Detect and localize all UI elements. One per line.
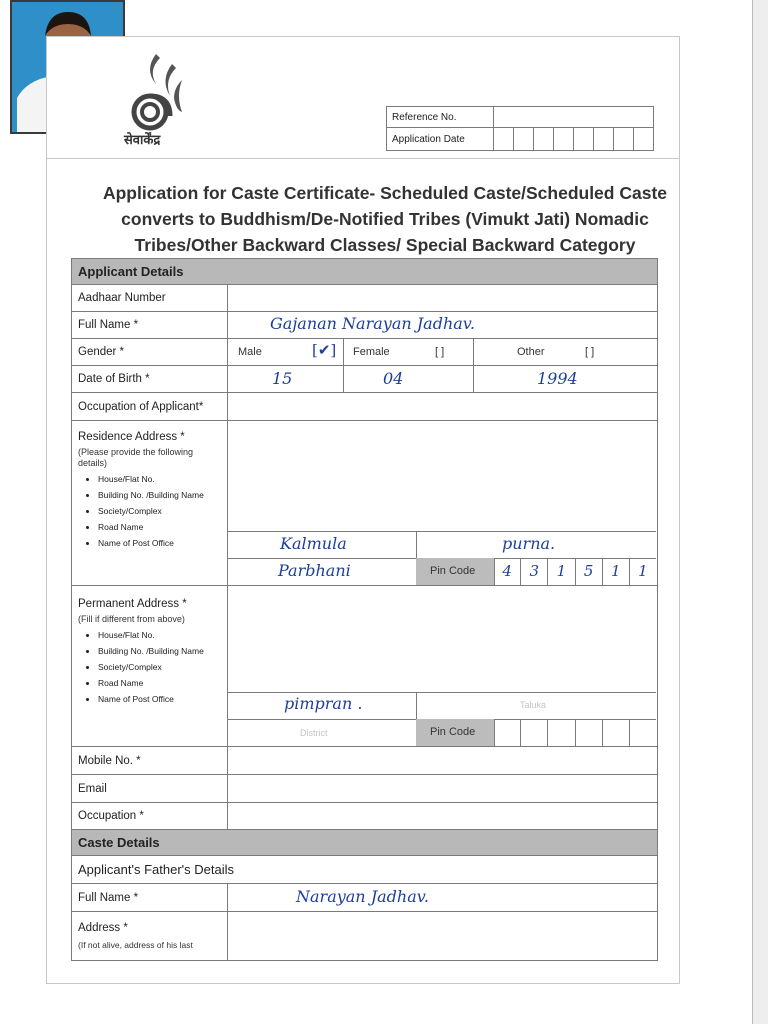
permanent-address-items xyxy=(78,627,221,707)
father-name-value: Narayan Jadhav. xyxy=(296,887,429,906)
email-label: Email xyxy=(72,775,228,802)
residence-pin-digit xyxy=(630,558,656,585)
residence-item-building: • Building No. /Building Name xyxy=(98,487,221,503)
residence-line1-left-value: Kalmula xyxy=(280,534,347,553)
row-father-name xyxy=(72,884,657,912)
permanent-address-blank-area[interactable] xyxy=(228,586,656,693)
permanent-pin-field[interactable] xyxy=(494,719,656,746)
residence-address-blank-area[interactable] xyxy=(228,421,656,532)
other-checkbox[interactable]: [ ] xyxy=(585,346,595,358)
permanent-line1-right[interactable] xyxy=(416,692,656,720)
male-label: Male xyxy=(238,346,262,358)
application-date-cells xyxy=(494,128,653,150)
row-email xyxy=(72,775,657,803)
email-field[interactable] xyxy=(228,775,657,802)
row-permanent-address xyxy=(72,586,657,747)
residence-pin-digit xyxy=(548,558,575,585)
permanent-item-post-office: • Name of Post Office xyxy=(98,691,221,707)
row-occupation-applicant xyxy=(72,393,657,421)
row-occupation xyxy=(72,803,657,830)
residence-item-post-office: • Name of Post Office xyxy=(98,535,221,551)
residence-pin-digit-text: 1 xyxy=(611,562,621,580)
title-line-2: converts to Buddhism/De-Notified Tribes (Vimukt Jati) Nomadic xyxy=(121,209,649,229)
residence-item-house: • House/Flat No. xyxy=(98,471,221,487)
residence-pin-digit-text: 3 xyxy=(529,562,540,580)
residence-line1-left[interactable] xyxy=(228,531,417,559)
permanent-pin-digit xyxy=(521,719,548,746)
residence-address-label: Residence Address * xyxy=(78,431,185,443)
father-details-heading: Applicant's Father's Details xyxy=(72,856,657,884)
gender-field xyxy=(228,339,657,365)
permanent-pin-digit xyxy=(630,719,656,746)
section-applicant-details: Applicant Details xyxy=(72,259,657,285)
permanent-district-placeholder: District xyxy=(300,728,328,738)
permanent-line2-left[interactable] xyxy=(228,719,417,746)
permanent-pin-digit xyxy=(603,719,630,746)
permanent-address-field xyxy=(228,586,657,746)
mobile-label: Mobile No. * xyxy=(72,747,228,774)
residence-line1-right-value: purna. xyxy=(502,534,556,553)
residence-item-road: • Road Name xyxy=(98,519,221,535)
father-name-label: Full Name * xyxy=(72,884,228,911)
reference-no-label: Reference No. xyxy=(387,107,494,128)
dob-year: 1994 xyxy=(537,369,578,388)
father-name-field[interactable] xyxy=(228,884,657,911)
residence-item-society: • Society/Complex xyxy=(98,503,221,519)
permanent-line1-left[interactable] xyxy=(228,692,417,720)
title-line-3: Tribes/Other Backward Classes/ Special Backward Category xyxy=(134,235,636,255)
permanent-address-label-cell xyxy=(72,586,228,746)
row-aadhaar xyxy=(72,285,657,312)
applicant-form xyxy=(71,258,658,961)
aadhaar-field[interactable] xyxy=(228,285,657,311)
gender-female-cell[interactable] xyxy=(343,339,474,365)
residence-pin-digit-text: 1 xyxy=(638,562,648,580)
reference-no-field[interactable] xyxy=(494,107,654,128)
permanent-pin-digit xyxy=(576,719,603,746)
residence-pin-digit xyxy=(521,558,548,585)
permanent-pin-label-cell xyxy=(416,719,495,746)
dob-day: 15 xyxy=(272,369,293,388)
row-mobile xyxy=(72,747,657,775)
permanent-taluka-placeholder: Taluka xyxy=(520,700,547,710)
occupation-field[interactable] xyxy=(228,803,657,829)
dob-field xyxy=(228,366,657,392)
residence-pin-digit xyxy=(576,558,603,585)
residence-pin-label: Pin Code xyxy=(430,565,476,577)
gender-other-cell[interactable] xyxy=(473,339,656,365)
permanent-pin-digit xyxy=(494,719,521,746)
residence-address-items xyxy=(78,471,221,551)
occupation-applicant-field[interactable] xyxy=(228,393,657,420)
occupation-applicant-label: Occupation of Applicant* xyxy=(72,393,228,420)
permanent-line1-left-value: pimpran . xyxy=(284,694,363,713)
scan-edge xyxy=(752,0,768,1024)
residence-line2-left-value: Parbhani xyxy=(278,561,351,580)
permanent-address-label: Permanent Address * xyxy=(78,598,187,610)
permanent-item-building: • Building No. /Building Name xyxy=(98,643,221,659)
permanent-item-house: • House/Flat No. xyxy=(98,627,221,643)
header-divider xyxy=(46,158,680,159)
father-address-label: Address * xyxy=(78,922,128,934)
residence-pin-field[interactable] xyxy=(494,558,656,585)
gender-male-cell[interactable] xyxy=(228,339,344,365)
residence-line1-right[interactable] xyxy=(416,531,656,559)
father-address-field[interactable] xyxy=(228,912,657,960)
permanent-pin-digit xyxy=(548,719,575,746)
aadhaar-label: Aadhaar Number xyxy=(72,285,228,311)
mobile-field[interactable] xyxy=(228,747,657,774)
row-father-address xyxy=(72,912,657,960)
occupation-label: Occupation * xyxy=(72,803,228,829)
dob-day-cell[interactable] xyxy=(228,366,344,392)
application-date-label: Application Date xyxy=(387,128,494,151)
gender-label: Gender * xyxy=(72,339,228,365)
female-label: Female xyxy=(353,346,390,358)
dob-month: 04 xyxy=(383,369,404,388)
male-checkbox[interactable]: [✔] xyxy=(312,341,337,359)
residence-address-hint: (Please provide the following details) xyxy=(78,447,194,468)
residence-line2-left[interactable] xyxy=(228,558,417,585)
permanent-address-hint: (Fill if different from above) xyxy=(78,614,185,624)
sevakendra-logo xyxy=(126,50,192,150)
father-address-hint: (If not alive, address of his last xyxy=(78,940,193,950)
row-gender xyxy=(72,339,657,366)
residence-address-label-cell xyxy=(72,421,228,585)
residence-pin-label-cell xyxy=(416,558,495,585)
permanent-item-road: • Road Name xyxy=(98,675,221,691)
form-title xyxy=(60,180,710,258)
full-name-label: Full Name * xyxy=(72,312,228,338)
full-name-field[interactable] xyxy=(228,312,657,338)
female-checkbox[interactable]: [ ] xyxy=(435,346,445,358)
row-dob xyxy=(72,366,657,393)
residence-pin-digit xyxy=(494,558,521,585)
residence-address-field xyxy=(228,421,657,585)
row-full-name xyxy=(72,312,657,339)
residence-pin-digit-text: 5 xyxy=(583,562,594,580)
full-name-value: Gajanan Narayan Jadhav. xyxy=(270,314,476,333)
residence-pin-digit xyxy=(603,558,630,585)
row-residence-address xyxy=(72,421,657,586)
dob-label: Date of Birth * xyxy=(72,366,228,392)
permanent-pin-label: Pin Code xyxy=(430,726,476,738)
reference-table xyxy=(386,106,654,151)
section-caste-details: Caste Details xyxy=(72,830,657,856)
title-line-1: Application for Caste Certificate- Scheduled Caste/Scheduled Caste xyxy=(102,183,668,203)
residence-pin-digit-text: 1 xyxy=(556,562,567,580)
father-address-label-cell xyxy=(72,912,228,960)
dob-year-cell[interactable] xyxy=(473,366,656,392)
residence-pin-digit-text: 4 xyxy=(502,562,512,580)
other-label: Other xyxy=(517,346,545,358)
logo-text: सेवार्केंद्र xyxy=(124,132,161,147)
permanent-item-society: • Society/Complex xyxy=(98,659,221,675)
dob-month-cell[interactable] xyxy=(343,366,474,392)
application-date-field[interactable] xyxy=(494,128,654,151)
